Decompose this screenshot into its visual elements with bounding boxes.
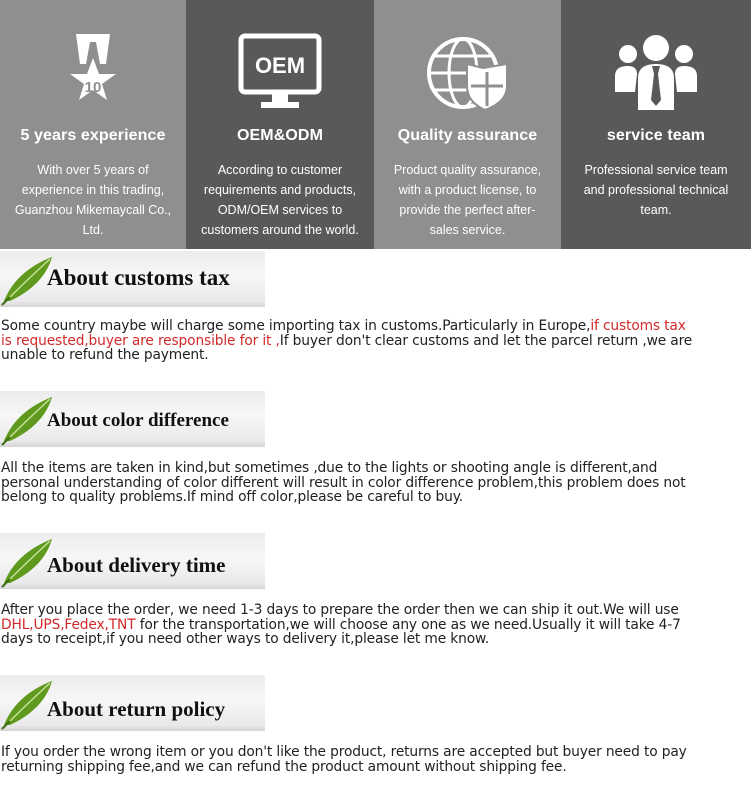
paragraph-line	[1, 760, 749, 775]
body-text: After you place the order, we need 1-3 days to prepare the order then we can ship it out.We will use	[1, 602, 679, 618]
body-text: unable to refund the payment.	[1, 347, 209, 364]
globe-shield-icon	[423, 30, 513, 116]
banner-delivery-time	[0, 533, 265, 589]
highlighted-text: is requested,buyer are responsible for it ,	[1, 332, 280, 349]
body-text: All the items are taken in kind,but sometimes ,due to the lights or shooting angle is different,and	[1, 460, 658, 476]
paragraph-line	[1, 319, 749, 334]
star-10-icon	[48, 30, 138, 116]
paragraph-line	[1, 348, 749, 363]
highlighted-text: DHL,UPS,Fedex,TNT	[1, 616, 136, 633]
body-text: returning shipping fee,and we can refund the product amount without shipping fee.	[1, 758, 567, 775]
paragraph-line	[1, 632, 749, 647]
body-text: personal understanding of color different will result in color difference problem,this problem does not	[1, 474, 686, 491]
paragraph-line	[1, 334, 749, 349]
banner-color-difference	[0, 391, 265, 447]
section-title: About color difference	[47, 410, 229, 431]
section-title: About return policy	[47, 697, 226, 721]
banner-customs-tax	[0, 251, 265, 307]
feature-experience	[0, 0, 186, 249]
paragraph-line	[1, 603, 749, 618]
section-title: About customs tax	[47, 265, 230, 290]
feature-description: With over 5 years of experience in this trading, Guanzhou Mikemaycall Co., Ltd.	[14, 163, 172, 237]
features-strip	[0, 0, 751, 249]
section-title: About delivery time	[47, 553, 226, 577]
body-text: If you order the wrong item or you don't like the product, returns are accepted but buyer need to pay	[1, 744, 687, 760]
paragraph-line	[1, 461, 749, 476]
section-body-customs-tax	[1, 319, 749, 363]
body-text: Some country maybe will charge some importing tax in customs.Particularly in Europe,	[1, 318, 591, 334]
section-body-delivery-time	[1, 603, 749, 647]
body-text: belong to quality problems.If mind off color,please be careful to buy.	[1, 489, 464, 506]
body-text: for the transportation,we will choose any one as we need.Usually it will take 4-7	[135, 616, 681, 633]
paragraph-line	[1, 745, 749, 760]
team-icon	[611, 30, 701, 116]
feature-service-team	[561, 0, 751, 249]
feature-quality	[374, 0, 561, 249]
feature-title: OEM&ODM	[236, 127, 324, 144]
feature-description: Product quality assurance, with a product license, to provide the perfect after- sales service.	[393, 163, 542, 237]
section-body-return-policy	[1, 745, 749, 774]
feature-description: Professional service team and professional technical team.	[583, 163, 729, 217]
feature-title: service team	[606, 127, 706, 144]
paragraph-line	[1, 476, 749, 491]
svg-text:OEM: OEM	[254, 53, 306, 78]
svg-text:10: 10	[84, 79, 102, 96]
paragraph-line	[1, 490, 749, 505]
highlighted-text: if customs tax	[590, 318, 686, 334]
monitor-icon	[235, 30, 325, 116]
section-body-color-difference	[1, 461, 749, 505]
feature-title: 5 years experience	[20, 127, 166, 144]
banner-return-policy	[0, 675, 265, 731]
paragraph-line	[1, 618, 749, 633]
body-text: If buyer don't clear customs and let the parcel return ,we are	[279, 332, 693, 349]
body-text: days to receipt,if you need other ways to delivery it,please let me know.	[1, 631, 490, 648]
feature-description: According to customer requirements and products, ODM/OEM services to customers around the world.	[201, 163, 359, 237]
feature-title: Quality assurance	[397, 127, 538, 144]
feature-oem-odm	[186, 0, 374, 249]
